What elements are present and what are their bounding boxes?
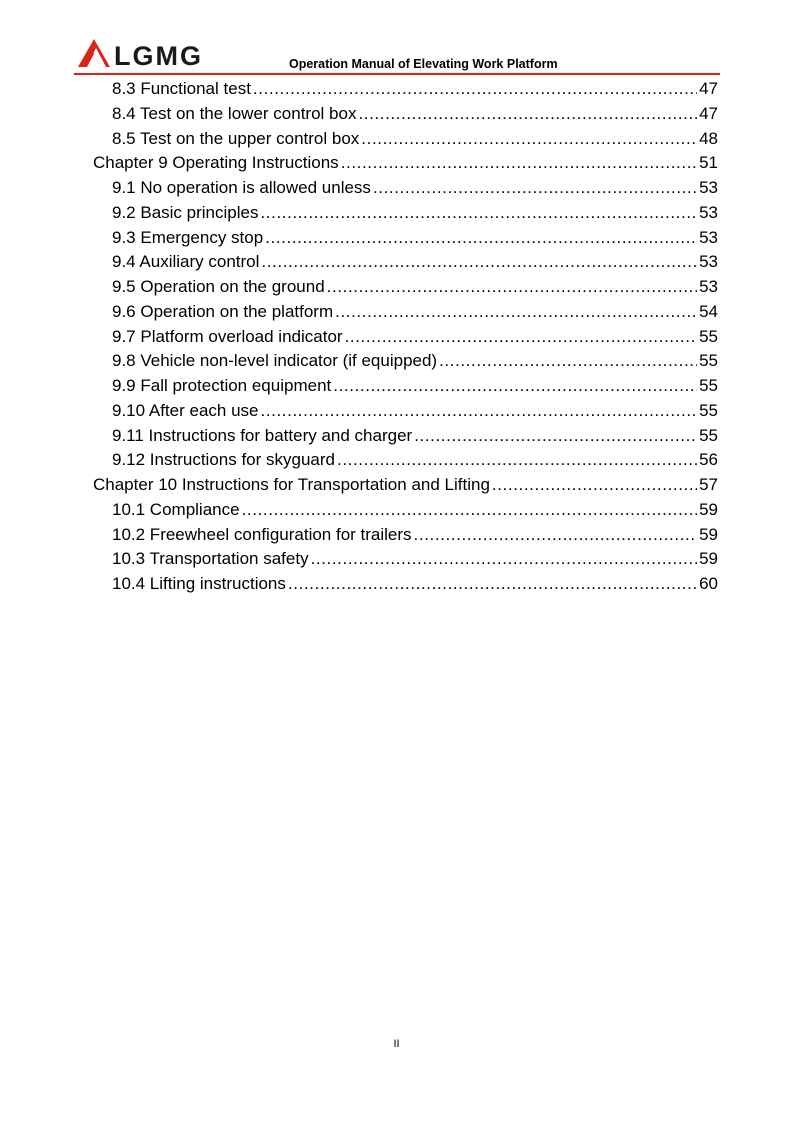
toc-entry-title: 9.9 Fall protection equipment (112, 376, 332, 395)
toc-entry-title: 8.3 Functional test (112, 79, 251, 98)
toc-entry-page: 51 (699, 153, 718, 173)
toc-section-entry[interactable] (93, 201, 718, 226)
toc-dot-leader (261, 250, 697, 275)
toc-entry-page: 47 (699, 79, 718, 98)
toc-entry-title: 9.2 Basic principles (112, 202, 259, 222)
toc-entry-page: 48 (699, 128, 718, 148)
toc-section-entry[interactable] (93, 547, 718, 572)
toc-dot-leader (345, 325, 698, 350)
toc-entry-page: 55 (699, 351, 718, 371)
toc-entry-title: 9.5 Operation on the ground (112, 277, 325, 296)
toc-dot-leader (327, 275, 697, 300)
toc-section-entry[interactable] (93, 226, 718, 251)
toc-entry-title: 9.10 After each use (112, 400, 259, 420)
toc-entry-title: 9.8 Vehicle non-level indicator (if equipped) (112, 351, 438, 371)
toc-section-entry[interactable] (93, 102, 718, 127)
toc-entry-title: 10.3 Transportation safety (112, 549, 309, 569)
toc-entry-page: 59 (699, 499, 718, 519)
toc-section-entry[interactable] (93, 399, 718, 424)
toc-entry-page: 53 (699, 178, 718, 197)
toc-entry-page: 53 (699, 227, 718, 247)
toc-dot-leader (335, 300, 697, 325)
toc-entry-page: 56 (699, 450, 718, 470)
toc-section-entry[interactable] (93, 448, 718, 473)
toc-entry-page: 54 (699, 301, 718, 321)
header-divider (74, 73, 720, 75)
toc-dot-leader (341, 151, 697, 176)
toc-entry-page: 55 (699, 400, 718, 420)
toc-dot-leader (253, 77, 697, 102)
toc-dot-leader (261, 399, 698, 424)
toc-dot-leader (373, 176, 697, 201)
toc-dot-leader (288, 572, 697, 597)
toc-section-entry[interactable] (93, 325, 718, 350)
toc-chapter-entry[interactable] (93, 151, 718, 176)
toc-entry-page: 55 (699, 376, 718, 395)
toc-entry-page: 53 (699, 277, 718, 296)
toc-dot-leader (439, 349, 697, 374)
toc-entry-page: 60 (699, 574, 718, 593)
toc-entry-title: Chapter 10 Instructions for Transportation and Lifting (93, 475, 490, 494)
toc-dot-leader (361, 127, 697, 152)
toc-dot-leader (265, 226, 697, 251)
toc-entry-page: 59 (699, 549, 718, 569)
toc-entry-title: 8.4 Test on the lower control box (112, 103, 357, 123)
toc-section-entry[interactable] (93, 572, 718, 597)
toc-section-entry[interactable] (93, 374, 718, 399)
toc-section-entry[interactable] (93, 77, 718, 102)
toc-entry-page: 57 (699, 475, 718, 494)
toc-dot-leader (492, 473, 697, 498)
toc-dot-leader (414, 523, 698, 548)
toc-dot-leader (333, 374, 697, 399)
lgmg-logo (76, 36, 216, 70)
toc-section-entry[interactable] (93, 275, 718, 300)
toc-section-entry[interactable] (93, 300, 718, 325)
toc-entry-title: 9.6 Operation on the platform (112, 301, 334, 321)
toc-entry-title: 9.7 Platform overload indicator (112, 326, 343, 346)
toc-dot-leader (311, 547, 698, 572)
toc-entry-page: 55 (699, 326, 718, 346)
toc-entry-page: 53 (699, 252, 718, 272)
toc-entry-title: 9.12 Instructions for skyguard (112, 450, 336, 470)
toc-entry-title: 9.4 Auxiliary control (112, 252, 260, 272)
toc-entry-page: 53 (699, 202, 718, 222)
toc-chapter-entry[interactable] (93, 473, 718, 498)
toc-entry-title: 8.5 Test on the upper control box (112, 128, 360, 148)
toc-entry-title: 9.1 No operation is allowed unless (112, 178, 371, 197)
toc-section-entry[interactable] (93, 176, 718, 201)
toc-entry-title: 9.11 Instructions for battery and charger (112, 425, 413, 445)
table-of-contents (93, 77, 718, 597)
toc-entry-title: 10.4 Lifting instructions (112, 574, 286, 593)
toc-entry-title: 10.1 Compliance (112, 499, 240, 519)
toc-dot-leader (414, 424, 697, 449)
toc-dot-leader (358, 102, 697, 127)
toc-dot-leader (260, 201, 697, 226)
toc-dot-leader (242, 498, 698, 523)
toc-entry-title: Chapter 9 Operating Instructions (93, 153, 339, 173)
logo-wordmark: LGMG (114, 41, 203, 70)
page-header (0, 0, 793, 80)
manual-title: Operation Manual of Elevating Work Platform (289, 57, 558, 71)
lgmg-triangle-logo-icon (78, 39, 110, 67)
toc-entry-page: 55 (699, 425, 718, 445)
page-number: II (393, 1038, 400, 1050)
toc-section-entry[interactable] (93, 498, 718, 523)
toc-section-entry[interactable] (93, 523, 718, 548)
toc-dot-leader (337, 448, 697, 473)
toc-entry-page: 59 (699, 524, 718, 544)
toc-section-entry[interactable] (93, 424, 718, 449)
toc-section-entry[interactable] (93, 127, 718, 152)
toc-entry-title: 10.2 Freewheel configuration for trailers (112, 524, 412, 544)
toc-section-entry[interactable] (93, 250, 718, 275)
toc-entry-page: 47 (699, 103, 718, 123)
toc-entry-title: 9.3 Emergency stop (112, 227, 264, 247)
toc-section-entry[interactable] (93, 349, 718, 374)
